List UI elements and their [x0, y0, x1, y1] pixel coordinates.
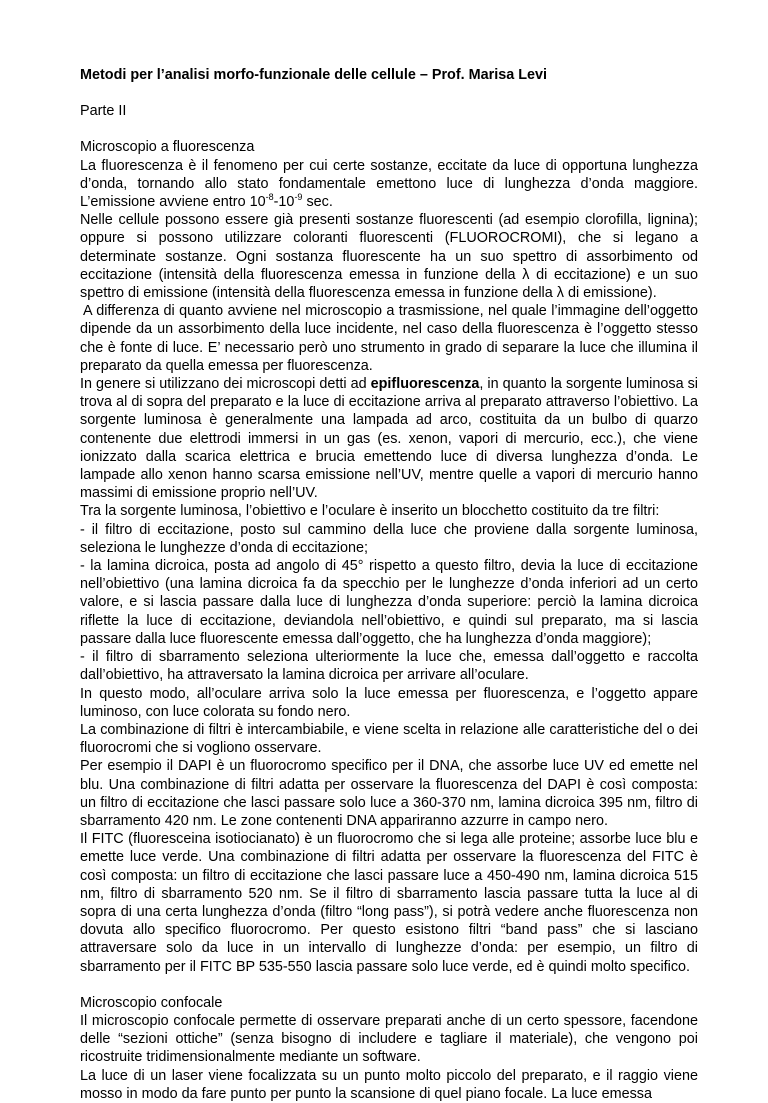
term-epifluorescenza: epifluorescenza [370, 376, 480, 393]
paragraph: Tra la sorgente luminosa, l’obiettivo e l’oculare è inserito un blocchetto costituito da tre filtri: [80, 503, 660, 520]
section-heading-confocal: Microscopio confocale [80, 994, 223, 1011]
paragraph: In questo modo, all’oculare arriva solo la luce emessa per fluorescenza, e l’oggetto appare luminoso, con luce colorata su fondo nero. [80, 685, 698, 720]
document-page [80, 66, 698, 1103]
paragraph: In genere si utilizzano dei microscopi detti ad epifluorescenza, in quanto la sorgente luminosa si trova al di sopra del preparato e la luce di eccitazione arriva al preparato attraverso l’obiettivo. La sorgente luminosa è generalmente una lampada ad arco, costituita da un bulbo di quarzo contenente due elettrodi immersi in un gas (es. xenon, vapori di mercurio, ecc.), che viene ionizzato dalla scarica elettrica e brucia emettendo luce di diversa lunghezza d’onda. Le lampade allo xenon hanno scarsa emissione nell’UV, mentre quelle a vapori di mercurio hanno massimi di emissione proprio nell’UV. [80, 376, 698, 502]
paragraph: Il FITC (fluoresceina isotiocianato) è un fluorocromo che si lega alle proteine; assorbe luce blu e emette luce verde. Una combinazione di filtri adatta per osservare la fluorescenza del FITC è così composta: un filtro di eccitazione che lasci passare luce a 450-490 nm, lamina dicroica 515 nm, filtro di sbarramento 520 nm. Se il filtro di sbarramento lascia passare tutta la luce al di sopra di una certa lunghezza d’onda (filtro “long pass”), si potrà vedere anche fluorescenza non dovuta allo specifico fluorocromo. Per questo esistono filtri “band pass” che si lasciano attraversare solo da luce in un intervallo di lunghezze d’onda: per esempio, un filtro di sbarramento per il FITC BP 535-550 lascia passare solo luce verde, ed è quindi molto specifico. [80, 831, 698, 975]
paragraph: La luce di un laser viene focalizzata su un punto molto piccolo del preparato, e il raggio viene mosso in modo da fare punto per punto la scansione di quel piano focale. La luce emessa [80, 1067, 698, 1102]
paragraph: La combinazione di filtri è intercambiabile, e viene scelta in relazione alle caratteristiche del o dei fluorocromi che si vogliono osservare. [80, 721, 698, 757]
part-label: Parte II [80, 103, 127, 120]
document-title: Metodi per l’analisi morfo-funzionale delle cellule – Prof. Marisa Levi [80, 67, 548, 83]
list-item: - il filtro di eccitazione, posto sul cammino della luce che proviene dalla sorgente luminosa, seleziona le lunghezze d’onda di eccitazione; [80, 521, 698, 556]
section-heading-fluorescence: Microscopio a fluorescenza [80, 139, 255, 156]
list-item: - la lamina dicroica, posta ad angolo di 45° rispetto a questo filtro, devia la luce di eccitazione nell’obiettivo (una lamina dicroica fa da specchio per le lunghezze d’onda inferiori ad un certo valore, e si lascia passare dalla luce di lunghezza d’onda superiore: perciò la lamina dicroica riflette la luce di eccitazione, deviandola nell’obiettivo, e quindi sul preparato, ma si lascia passare dalla luce fluorescente emessa dall’oggetto, che ha lunghezza d’onda maggiore); [80, 558, 698, 647]
paragraph: Nelle cellule possono essere già presenti sostanze fluorescenti (ad esempio clorofilla, lignina); oppure si possono utilizzare coloranti fluorescenti (FLUOROCROMI), che si legano a determinate sostanze. Ogni sostanza fluorescente ha un suo spettro di assorbimento od eccitazione (intensità della fluorescenza emessa in funzione della λ di eccitazione) e un suo spettro di emissione (intensità della fluorescenza emessa in funzione della λ di emissione). [80, 212, 698, 302]
paragraph: Il microscopio confocale permette di osservare preparati anche di un certo spessore, facendone delle “sezioni ottiche” (senza bisogno di includere e tagliare il materiale), che vengono poi ricostruite tridimensionalmente mediante un software. [80, 1012, 698, 1066]
paragraph: A differenza di quanto avviene nel microscopio a trasmissione, nel quale l’immagine dell’oggetto dipende da un assorbimento della luce incidente, nel caso della fluorescenza è l’oggetto stesso che è fonte di luce. E’ necessario però uno strumento in grado di separare la luce che illumina il preparato da quella emessa per fluorescenza. [80, 303, 698, 374]
paragraph: La fluorescenza è il fenomeno per cui certe sostanze, eccitate da luce di opportuna lunghezza d’onda, tornando allo stato fondamentale emettono luce di lunghezza d’onda maggiore. L’emissione avviene entro $10^{-8}-10^{-9}$ sec. [80, 157, 698, 211]
list-item: - il filtro di sbarramento seleziona ulteriormente la luce che, emessa dall’oggetto e raccolta dall’obiettivo, ha attraversato la lamina dicroica per arrivare all’oculare. [80, 649, 698, 684]
paragraph: Per esempio il DAPI è un fluorocromo specifico per il DNA, che assorbe luce UV ed emette nel blu. Una combinazione di filtri adatta per osservare la fluorescenza del DAPI è così composta: un filtro di eccitazione che lasci passare solo luce a 360-370 nm, lamina dicroica 395 nm, filtro di sbarramento 420 nm. Le zone contenenti DNA appariranno azzurre in campo nero. [80, 758, 698, 829]
